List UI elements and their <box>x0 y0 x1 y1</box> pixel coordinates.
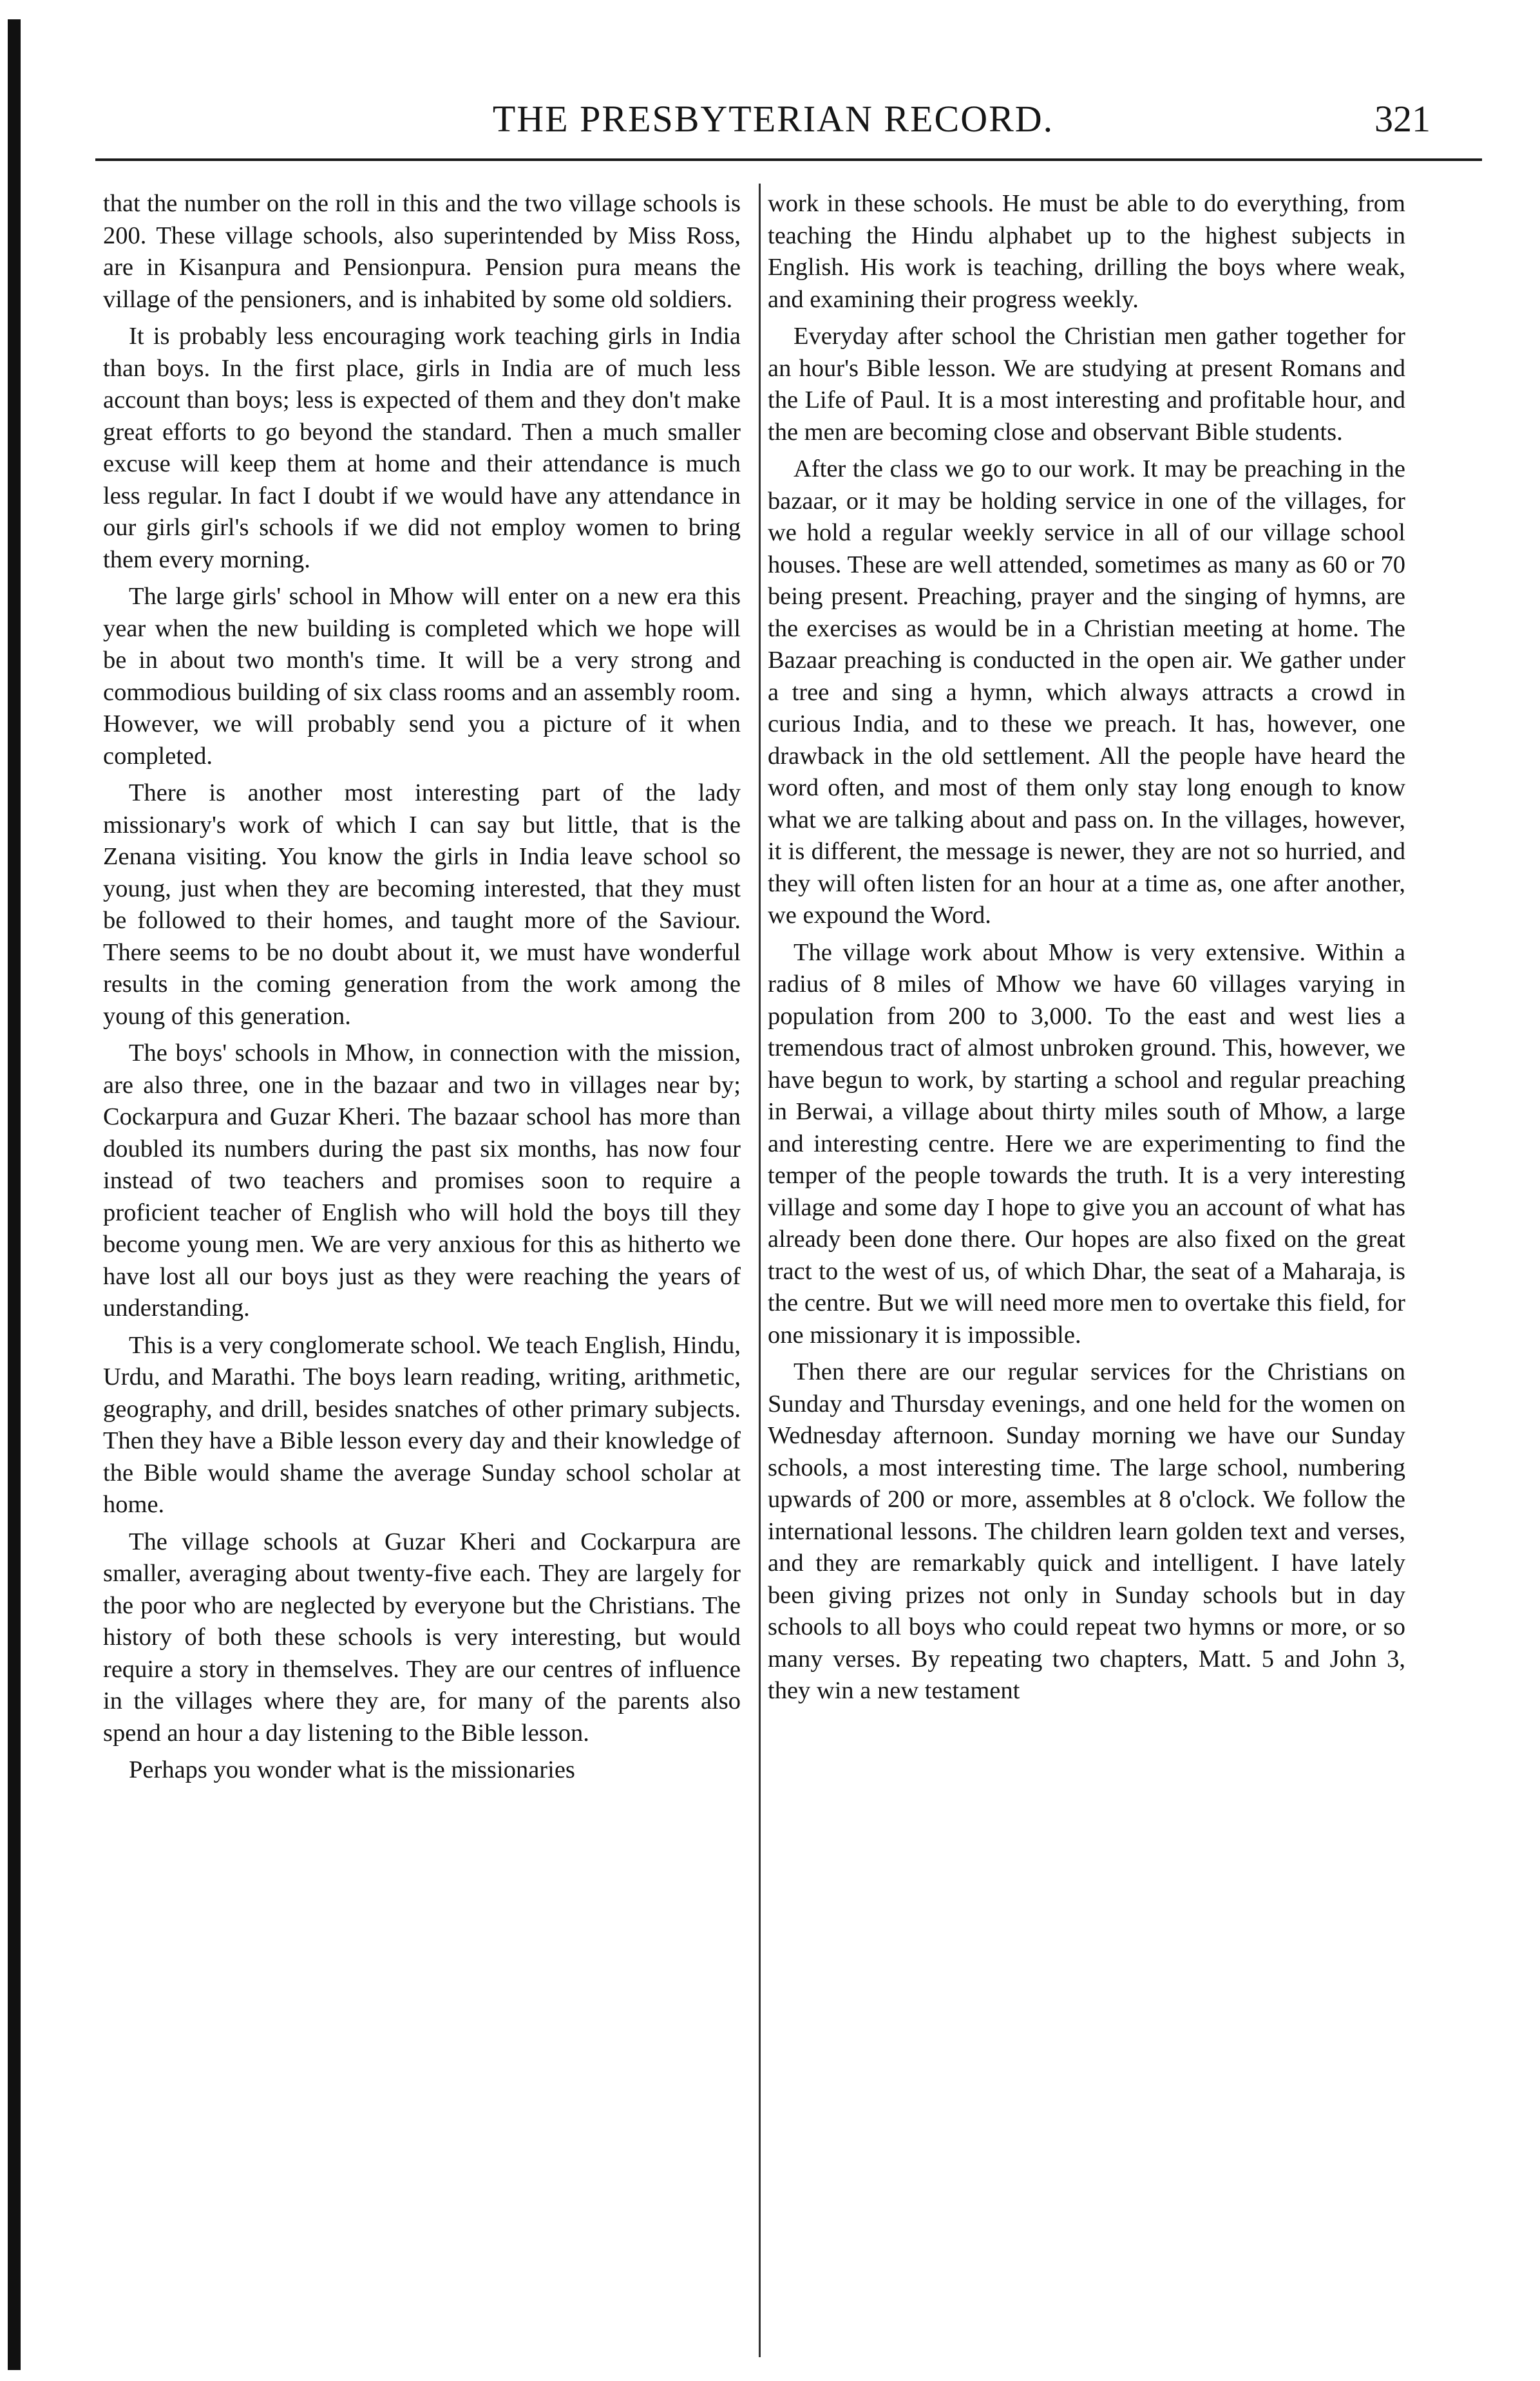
paragraph: Then there are our regular services for the Christians on Sunday and Thursday evenings, and one held for the women on Wednesday afternoon. Sunday morning we have our Sunday schools, a most interesting time. The large school, numbering upwards of 200 or more, assembles at 8 o'clock. We follow the international lessons. The children learn golden text and verses, and they are remarkably quick and intelligent. I have lately been giving prizes not only in Sunday schools but in day schools to all boys who could repeat two hymns or more, or so many verses. By repeating two chapters, Matt. 5 and John 3, they win a new testament <box>768 1358 1405 1704</box>
paragraph: The village work about Mhow is very extensive. Within a radius of 8 miles of Mhow we have 60 villages varying in population from 200 to 3,000. To the east and west lies a tremendous tract of almost unbroken ground. This, however, we have begun to work, by starting a school and regular preaching in Berwai, a village about thirty miles south of Mhow, a large and interesting centre. Here we are experimenting to find the temper of the people towards the truth. It is a very interesting village and some day I hope to give you an account of what has already been done there. Our hopes are also fixed on the great tract to the west of us, of which Dhar, the seat of a Maharaja, is the centre. But we will need more men to overtake this field, for one missionary it is impossible. <box>768 938 1405 1349</box>
paragraph: The boys' schools in Mhow, in connection with the mission, are also three, one in the bazaar and two in villages near by; Cockarpura and Guzar Kheri. The bazaar school has more than doubled its numbers during the past six months, has now four instead of two teachers and promises soon to require a proficient teacher of English who will hold the boys till they become young men. We are very anxious for this as hitherto we have lost all our boys just as they were reaching the years of understanding. <box>103 1039 741 1322</box>
paragraph: This is a very conglomerate school. We teach English, Hindu, Urdu, and Marathi. The boys learn reading, writing, arithmetic, geography, and drill, besides snatches of other primary subjects. Then they have a Bible lesson every day and their knowledge of the Bible would shame the average Sunday school scholar at home. <box>103 1331 741 1518</box>
paragraph: It is probably less encouraging work teaching girls in India than boys. In the first place, girls in India are of much less account than boys; less is expected of them and they don't make great efforts to go beyond the standard. Then a much smaller excuse will keep them at home and their attendance is much less regular. In fact I doubt if we would have any attendance in our girls girl's schools if we did not employ women to bring them every morning. <box>103 323 741 573</box>
paragraph: The large girls' school in Mhow will enter on a new era this year when the new building is completed which we hope will be in about two month's time. It will be a very strong and commodious building of six class rooms and an assembly room. However, we will probably send you a picture of it when completed. <box>103 583 741 770</box>
paragraph: Perhaps you wonder what is the missionaries <box>129 1756 575 1783</box>
page-binding-edge <box>8 19 21 2370</box>
header-rule <box>95 158 1482 161</box>
left-column <box>103 188 741 1792</box>
paragraph: work in these schools. He must be able to do everything, from teaching the Hindu alphabet up to the highest subjects in English. His work is teaching, drilling the boys where weak, and examining their progress weekly. <box>768 190 1405 313</box>
paragraph: The village schools at Guzar Kheri and Cockarpura are smaller, averaging about twenty-five each. They are largely for the poor who are neglected by everyone but the Christians. The history of both these schools is very interesting, but would require a story in themselves. They are our centres of influence in the villages where they are, for many of the parents also spend an hour a day listening to the Bible lesson. <box>103 1528 741 1747</box>
right-column <box>768 188 1405 1712</box>
page-header <box>90 97 1456 155</box>
paragraph: that the number on the roll in this and the two village schools is 200. These village schools, also superintended by Miss Ross, are in Kisanpura and Pensionpura. Pension pura means the village of the pensioners, and is inhabited by some old soldiers. <box>103 190 741 313</box>
page-number: 321 <box>1374 98 1431 140</box>
paragraph: There is another most interesting part of the lady missionary's work of which I can say but little, that is the Zenana visiting. You know the girls in India leave school so young, just when they are becoming interested, that they must be followed to their homes, and taught more of the Saviour. There seems to be no doubt about it, we must have wonderful results in the coming generation from the work among the young of this generation. <box>103 779 741 1030</box>
paragraph: After the class we go to our work. It may be preaching in the bazaar, or it may be holding service in one of the villages, for we hold a regular weekly service in all of our village school houses. These are well attended, sometimes as many as 60 or 70 being present. Preaching, prayer and the singing of hymns, are the exercises as would be in a Christian meeting at home. The Bazaar preaching is conducted in the open air. We gather under a tree and sing a hymn, which always attracts a crowd in curious India, and to these we preach. It has, however, one drawback in the old settlement. All the people have heard the word often, and most of them only stay long enough to know what we are talking about and pass on. In the villages, however, it is different, the message is newer, they are not so hurried, and they will often listen for an hour at a time as, one after another, we expound the Word. <box>768 455 1405 929</box>
publication-title: THE PRESBYTERIAN RECORD. <box>492 98 1054 140</box>
column-divider <box>759 184 761 2357</box>
paragraph: Everyday after school the Christian men gather together for an hour's Bible lesson. We are studying at present Romans and the Life of Paul. It is a most interesting and profitable hour, and the men are becoming close and observant Bible students. <box>768 323 1405 446</box>
